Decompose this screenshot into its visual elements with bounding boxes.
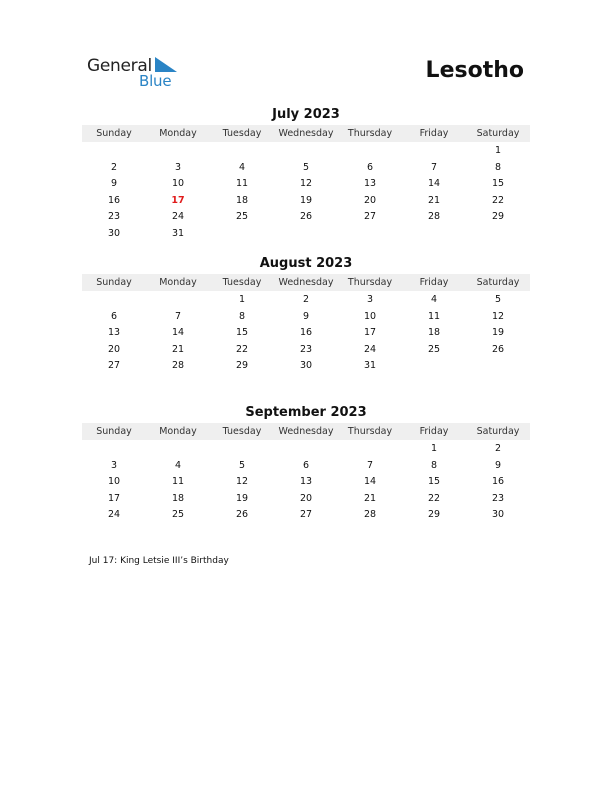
- day-cell: 27: [299, 509, 313, 521]
- day-cell: [338, 441, 402, 458]
- day-cell: 28: [363, 509, 377, 521]
- day-cell: 26: [299, 211, 313, 223]
- day-cell: 21: [363, 492, 377, 504]
- weekday-label: Wednesday: [278, 128, 334, 139]
- day-cell: 7: [366, 459, 374, 471]
- day-cell: 31: [363, 360, 377, 372]
- day-cell: [146, 441, 210, 458]
- weekday-label: Tuesday: [222, 426, 262, 437]
- day-cell: 23: [299, 343, 313, 355]
- day-cell: 22: [427, 492, 441, 504]
- day-cell: 8: [494, 161, 502, 173]
- weekday-label: Sunday: [96, 277, 132, 288]
- day-cell: 2: [110, 161, 118, 173]
- week-row: [82, 292, 530, 309]
- week-row: [82, 342, 530, 359]
- day-cell: 22: [235, 343, 249, 355]
- day-cell: [82, 441, 146, 458]
- day-cell: 24: [107, 509, 121, 521]
- weekday-label: Saturday: [476, 128, 520, 139]
- day-cell: [338, 143, 402, 160]
- logo-triangle-icon: [155, 57, 177, 72]
- day-cell: [210, 143, 274, 160]
- day-cell: 13: [107, 327, 121, 339]
- week-row: [82, 209, 530, 226]
- weekday-label: Friday: [419, 426, 449, 437]
- day-cell: 9: [110, 178, 118, 190]
- month-title: July 2023: [272, 107, 340, 122]
- day-cell: [466, 226, 530, 243]
- day-cell: 26: [235, 509, 249, 521]
- day-cell: 25: [427, 343, 441, 355]
- day-cell: 8: [238, 310, 246, 322]
- day-cell: 31: [171, 227, 185, 239]
- month-block: [82, 106, 530, 243]
- day-cell: 14: [363, 476, 377, 488]
- week-row: [82, 491, 530, 508]
- holiday-note: Jul 17: King Letsie III’s Birthday: [89, 556, 229, 566]
- week-row: [82, 176, 530, 193]
- week-row: [82, 474, 530, 491]
- day-cell: 15: [427, 476, 441, 488]
- day-cell: 30: [491, 509, 505, 521]
- day-cell: 17: [363, 327, 377, 339]
- week-row: [82, 507, 530, 524]
- day-cell: 25: [235, 211, 249, 223]
- day-cell: 6: [366, 161, 374, 173]
- day-cell: 20: [299, 492, 313, 504]
- weekday-label: Thursday: [347, 128, 393, 139]
- day-cell: [146, 143, 210, 160]
- day-cell: 28: [427, 211, 441, 223]
- day-cell: [338, 226, 402, 243]
- day-cell: 1: [430, 443, 438, 454]
- day-cell: 20: [107, 343, 121, 355]
- day-cell: 28: [171, 360, 185, 372]
- weekday-label: Thursday: [347, 277, 393, 288]
- weekday-label: Sunday: [96, 426, 132, 437]
- day-cell: 23: [491, 492, 505, 504]
- day-cell: 27: [107, 360, 121, 372]
- day-grid: [82, 440, 530, 524]
- month-block: [82, 404, 530, 524]
- day-cell: 19: [299, 194, 313, 206]
- weekday-label: Wednesday: [278, 277, 334, 288]
- weekday-label: Monday: [159, 426, 197, 437]
- day-cell: 6: [302, 459, 310, 471]
- day-cell: [210, 441, 274, 458]
- weekday-label: Saturday: [476, 426, 520, 437]
- day-cell: 29: [427, 509, 441, 521]
- day-cell: [274, 226, 338, 243]
- day-cell: 5: [238, 459, 246, 471]
- weekday-label: Friday: [419, 128, 449, 139]
- weekday-label: Thursday: [347, 426, 393, 437]
- day-cell: 15: [235, 327, 249, 339]
- month-title: September 2023: [245, 405, 367, 420]
- day-cell: 13: [299, 476, 313, 488]
- day-cell: 21: [427, 194, 441, 206]
- day-cell: 15: [491, 178, 505, 190]
- day-cell: 26: [491, 343, 505, 355]
- day-cell: [402, 358, 466, 375]
- day-cell: 29: [491, 211, 505, 223]
- day-cell: 24: [171, 211, 185, 223]
- day-cell: 27: [363, 211, 377, 223]
- weekday-label: Monday: [159, 128, 197, 139]
- holiday-day-cell: 17: [171, 194, 185, 206]
- month-title: August 2023: [259, 256, 353, 271]
- day-cell: [402, 143, 466, 160]
- day-cell: 13: [363, 178, 377, 190]
- day-cell: 20: [363, 194, 377, 206]
- week-row: [82, 325, 530, 342]
- day-cell: 1: [494, 145, 502, 156]
- generalblue-logo: [87, 56, 187, 92]
- day-cell: 3: [366, 294, 374, 305]
- week-row: [82, 193, 530, 210]
- weekday-label: Saturday: [476, 277, 520, 288]
- week-row: [82, 309, 530, 326]
- day-cell: 17: [107, 492, 121, 504]
- day-cell: 16: [491, 476, 505, 488]
- day-cell: 3: [174, 161, 182, 173]
- weekday-label: Friday: [419, 277, 449, 288]
- day-cell: [82, 292, 146, 309]
- day-cell: 14: [427, 178, 441, 190]
- day-cell: 4: [238, 161, 246, 173]
- weekday-label: Sunday: [96, 128, 132, 139]
- day-cell: 12: [235, 476, 249, 488]
- day-cell: 8: [430, 459, 438, 471]
- holiday-notes: [89, 556, 229, 566]
- day-cell: 11: [235, 178, 249, 190]
- day-cell: 19: [491, 327, 505, 339]
- day-cell: [274, 441, 338, 458]
- day-cell: 3: [110, 459, 118, 471]
- day-cell: 6: [110, 310, 118, 322]
- week-row: [82, 458, 530, 475]
- week-row: [82, 358, 530, 375]
- day-cell: [210, 226, 274, 243]
- day-cell: [146, 292, 210, 309]
- logo-word-blue: Blue: [139, 72, 172, 90]
- day-cell: 21: [171, 343, 185, 355]
- weekday-header: [82, 125, 530, 142]
- day-cell: 29: [235, 360, 249, 372]
- day-cell: 10: [363, 310, 377, 322]
- country-title: Lesotho: [425, 58, 524, 83]
- day-cell: 30: [299, 360, 313, 372]
- day-cell: 16: [107, 194, 121, 206]
- day-cell: 24: [363, 343, 377, 355]
- week-row: [82, 143, 530, 160]
- week-row: [82, 160, 530, 177]
- week-row: [82, 226, 530, 243]
- logo-word-general: General: [87, 56, 152, 76]
- day-cell: 25: [171, 509, 185, 521]
- day-cell: 5: [302, 161, 310, 173]
- day-cell: 14: [171, 327, 185, 339]
- day-cell: [466, 358, 530, 375]
- day-cell: [82, 143, 146, 160]
- day-cell: 18: [427, 327, 441, 339]
- day-cell: 11: [171, 476, 185, 488]
- day-cell: 19: [235, 492, 249, 504]
- day-cell: 5: [494, 294, 502, 305]
- weekday-label: Monday: [159, 277, 197, 288]
- day-cell: 4: [430, 294, 438, 305]
- day-cell: 22: [491, 194, 505, 206]
- day-cell: 16: [299, 327, 313, 339]
- day-cell: 2: [494, 443, 502, 454]
- day-cell: 11: [427, 310, 441, 322]
- day-cell: 12: [299, 178, 313, 190]
- week-row: [82, 441, 530, 458]
- day-grid: [82, 142, 530, 243]
- day-cell: 30: [107, 227, 121, 239]
- day-cell: 1: [238, 294, 246, 305]
- day-cell: 9: [494, 459, 502, 471]
- day-cell: 23: [107, 211, 121, 223]
- day-grid: [82, 291, 530, 375]
- weekday-label: Tuesday: [222, 128, 262, 139]
- day-cell: 7: [430, 161, 438, 173]
- day-cell: 7: [174, 310, 182, 322]
- day-cell: 18: [235, 194, 249, 206]
- weekday-header: [82, 274, 530, 291]
- day-cell: 12: [491, 310, 505, 322]
- day-cell: 4: [174, 459, 182, 471]
- day-cell: [274, 143, 338, 160]
- day-cell: 10: [171, 178, 185, 190]
- weekday-label: Tuesday: [222, 277, 262, 288]
- month-block: [82, 255, 530, 375]
- weekday-header: [82, 423, 530, 440]
- weekday-label: Wednesday: [278, 426, 334, 437]
- day-cell: 9: [302, 310, 310, 322]
- day-cell: [402, 226, 466, 243]
- day-cell: 10: [107, 476, 121, 488]
- day-cell: 2: [302, 294, 310, 305]
- day-cell: 18: [171, 492, 185, 504]
